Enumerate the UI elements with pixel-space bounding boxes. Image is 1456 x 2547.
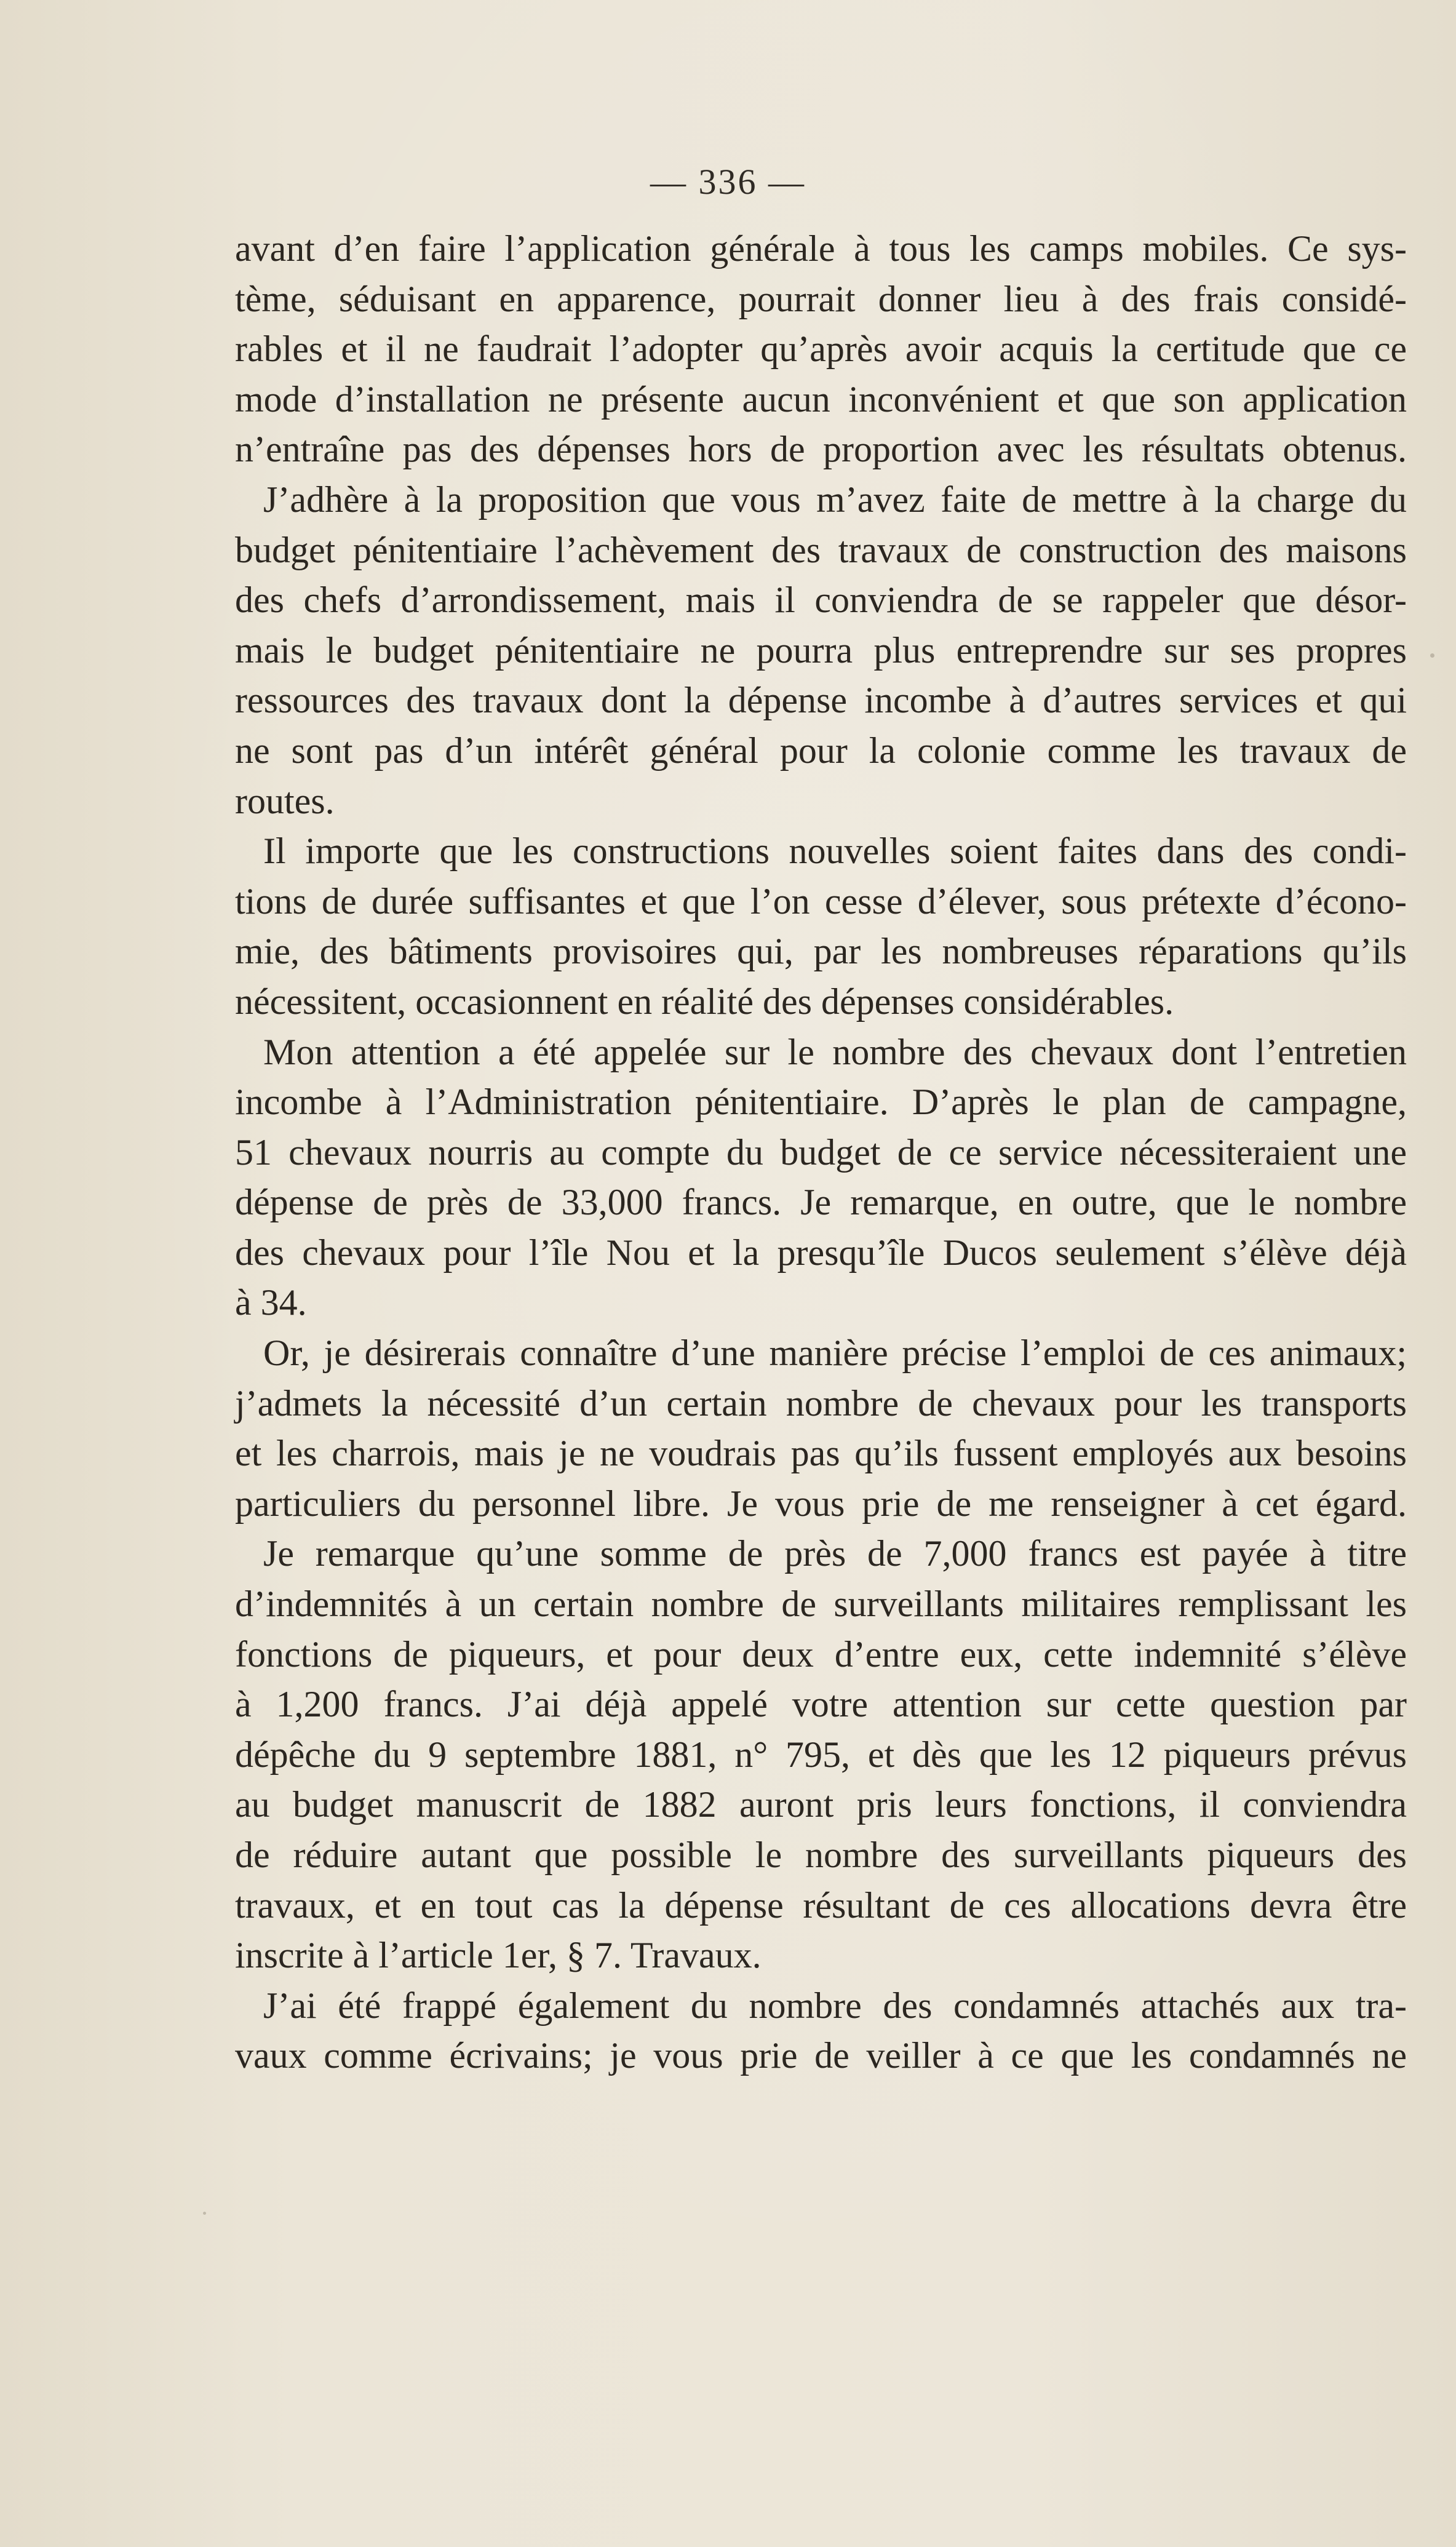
- text-line: fonctions de piqueurs, et pour deux d’entre eux, cette indemnité s’élève: [235, 1633, 1407, 1675]
- text-line: budget pénitentiaire l’achèvement des travaux de construction des maisons: [235, 529, 1407, 570]
- text-line: J’ai été frappé également du nombre des condamnés attachés aux tra-: [263, 1985, 1407, 2026]
- paragraph: [235, 224, 1407, 475]
- text-line: n’entraîne pas des dépenses hors de proportion avec les résultats obtenus.: [235, 429, 1407, 470]
- text-line: des chevaux pour l’île Nou et la presqu’île Ducos seulement s’élève déjà: [235, 1232, 1407, 1273]
- text-line: mode d’installation ne présente aucun inconvénient et que son application: [235, 378, 1407, 420]
- text-line: Il importe que les constructions nouvelles soient faites dans des condi-: [263, 831, 1407, 872]
- text-line: J’adhère à la proposition que vous m’avez faite de mettre à la charge du: [263, 479, 1407, 520]
- text-line: avant d’en faire l’application générale à tous les camps mobiles. Ce sys-: [235, 228, 1407, 269]
- text-line: tions de durée suffisantes et que l’on cesse d’élever, sous prétexte d’écono-: [235, 880, 1407, 922]
- text-line: travaux, et en tout cas la dépense résultant de ces allocations devra être: [235, 1884, 1407, 1926]
- text-line: mais le budget pénitentiaire ne pourra plus entreprendre sur ses propres: [235, 629, 1407, 671]
- text-line: 51 chevaux nourris au compte du budget de ce service nécessiteraient une: [235, 1131, 1407, 1173]
- text-line: vaux comme écrivains; je vous prie de veiller à ce que les condamnés ne: [235, 2035, 1407, 2076]
- text-line: nécessitent, occasionnent en réalité des dépenses considérables.: [235, 981, 1174, 1022]
- text-line: et les charrois, mais je ne voudrais pas qu’ils fussent employés aux besoins: [235, 1433, 1407, 1474]
- text-line: ne sont pas d’un intérêt général pour la colonie comme les travaux de: [235, 730, 1407, 771]
- paragraph: [235, 1981, 1407, 2081]
- paper-speck: [203, 2212, 206, 2215]
- text-line: à 34.: [235, 1282, 307, 1323]
- text-line: particuliers du personnel libre. Je vous prie de me renseigner à cet égard.: [235, 1483, 1407, 1524]
- text-line: des chefs d’arrondissement, mais il conviendra de se rappeler que désor-: [235, 580, 1407, 621]
- text-line: ressources des travaux dont la dépense incombe à d’autres services et qui: [235, 680, 1407, 721]
- body-text: [235, 224, 1407, 2081]
- text-line: routes.: [235, 780, 335, 821]
- paper-speck: [1430, 653, 1434, 658]
- text-line: de réduire autant que possible le nombre des surveillants piqueurs des: [235, 1835, 1407, 1875]
- text-line: inscrite à l’article 1er, § 7. Travaux.: [235, 1935, 762, 1976]
- text-line: Or, je désirerais connaître d’une manière précise l’emploi de ces animaux;: [263, 1333, 1407, 1374]
- text-line: au budget manuscrit de 1882 auront pris leurs fonctions, il conviendra: [235, 1784, 1407, 1825]
- paragraph: [235, 475, 1407, 826]
- paragraph: [235, 1328, 1407, 1529]
- text-line: j’admets la nécessité d’un certain nombre de chevaux pour les transports: [235, 1382, 1407, 1424]
- text-line: dépense de près de 33,000 francs. Je remarque, en outre, que le nombre: [235, 1182, 1407, 1223]
- text-line: à 1,200 francs. J’ai déjà appelé votre attention sur cette question par: [235, 1684, 1407, 1725]
- text-line: rables et il ne faudrait l’adopter qu’après avoir acquis la certitude que ce: [235, 329, 1407, 370]
- paragraph: [235, 1529, 1407, 1980]
- page-number: — 336 —: [650, 162, 806, 202]
- text-line: tème, séduisant en apparence, pourrait donner lieu à des frais considé-: [235, 278, 1407, 319]
- text-line: Mon attention a été appelée sur le nombre des chevaux dont l’entretien: [263, 1031, 1407, 1072]
- paragraph: [235, 1027, 1407, 1329]
- paragraph: [235, 826, 1407, 1027]
- text-line: incombe à l’Administration pénitentiaire. D’après le plan de campagne,: [235, 1082, 1407, 1123]
- text-line: d’indemnités à un certain nombre de surveillants militaires remplissant les: [235, 1584, 1407, 1625]
- text-line: Je remarque qu’une somme de près de 7,000 francs est payée à titre: [263, 1533, 1407, 1574]
- text-line: mie, des bâtiments provisoires qui, par les nombreuses réparations qu’ils: [235, 931, 1407, 972]
- text-line: dépêche du 9 septembre 1881, n° 795, et dès que les 12 piqueurs prévus: [235, 1734, 1407, 1775]
